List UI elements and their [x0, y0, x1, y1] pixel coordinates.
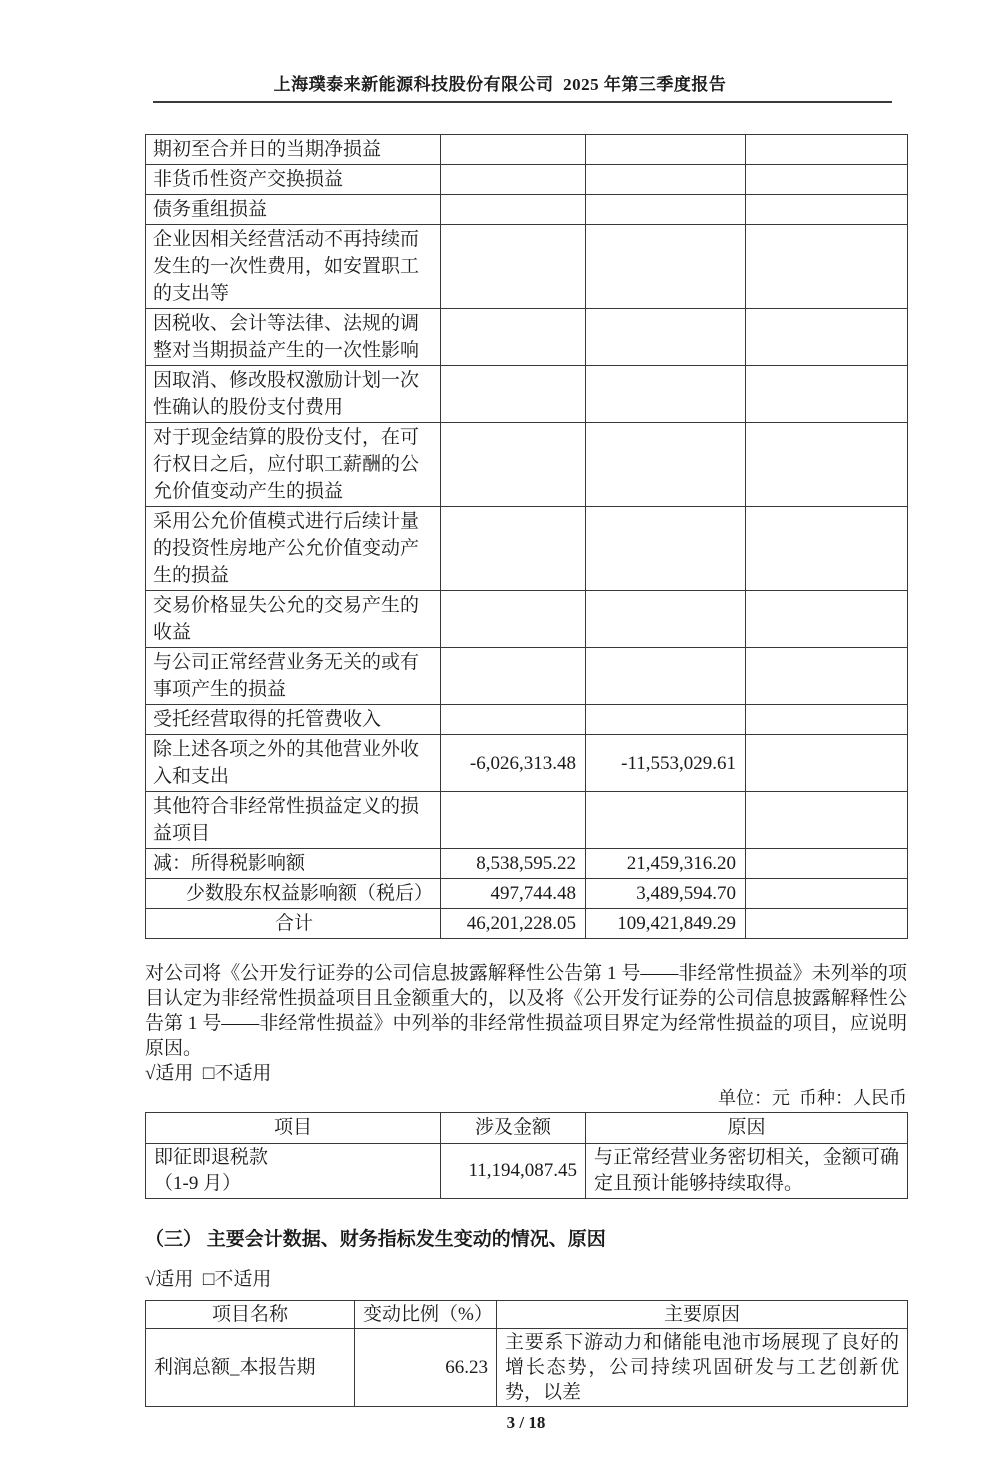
note-cell [746, 423, 908, 507]
row-label: 少数股东权益影响额（税后） [146, 879, 441, 909]
amount-cell [441, 309, 586, 366]
page-number: 3 / 18 [506, 1413, 546, 1432]
amount-cell [586, 309, 746, 366]
header-divider [153, 101, 892, 103]
amount-cell [586, 225, 746, 309]
table-header-row [146, 1113, 908, 1144]
table-row [146, 135, 908, 165]
table-row [146, 366, 908, 423]
non-recurring-items-table [145, 134, 908, 939]
amount-cell [441, 195, 586, 225]
tax-refund-table [145, 1112, 908, 1199]
reason-cell: 主要系下游动力和储能电池市场展现了良好的增长态势，公司持续巩固研发与工艺创新优势，以差 [497, 1329, 908, 1407]
table-row [146, 879, 908, 909]
amount-cell: -11,553,029.61 [586, 735, 746, 792]
row-label: 交易价格显失公允的交易产生的收益 [146, 591, 441, 648]
amount-cell [586, 507, 746, 591]
amount-cell [586, 165, 746, 195]
ratio-cell: 66.23 [355, 1329, 497, 1407]
table-row [146, 165, 908, 195]
column-header: 主要原因 [497, 1301, 908, 1329]
item-cell [146, 1144, 441, 1199]
amount-cell [441, 423, 586, 507]
explanation-paragraph: 对公司将《公开发行证券的公司信息披露解释性公告第 1 号——非经常性损益》未列举的项目认定为非经常性损益项目且金额重大的，以及将《公开发行证券的公司信息披露解释性公告第 1 号——非经常性损益》中列举的非经常性损益项目界定为经常性损益的项目，应说明原因。 [145, 963, 907, 1059]
row-label: 债务重组损益 [146, 195, 441, 225]
amount-cell [441, 225, 586, 309]
row-label: 因取消、修改股权激励计划一次性确认的股份支付费用 [146, 366, 441, 423]
column-header: 涉及金额 [441, 1113, 586, 1144]
table-row [146, 225, 908, 309]
amount-cell [586, 195, 746, 225]
item-cell: 利润总额_本报告期 [146, 1329, 355, 1407]
amount-cell: 21,459,316.20 [586, 849, 746, 879]
amount-cell: 497,744.48 [441, 879, 586, 909]
note-cell [746, 135, 908, 165]
amount-cell [441, 507, 586, 591]
amount-cell [586, 135, 746, 165]
row-label: 与公司正常经营业务无关的或有事项产生的损益 [146, 648, 441, 705]
row-label: 除上述各项之外的其他营业外收入和支出 [146, 735, 441, 792]
amount-cell [586, 792, 746, 849]
row-label: 合计 [146, 909, 441, 939]
table-row [146, 1144, 908, 1199]
row-label: 减：所得税影响额 [146, 849, 441, 879]
amount-cell [441, 648, 586, 705]
column-header: 项目 [146, 1113, 441, 1144]
amount-cell [441, 792, 586, 849]
row-label: 对于现金结算的股份支付，在可行权日之后，应付职工薪酬的公允价值变动产生的损益 [146, 423, 441, 507]
amount-cell: 46,201,228.05 [441, 909, 586, 939]
row-label: 因税收、会计等法律、法规的调整对当期损益产生的一次性影响 [146, 309, 441, 366]
unit-currency-note: 单位：元 币种：人民币 [718, 1088, 907, 1108]
note-cell [746, 909, 908, 939]
table-row [146, 648, 908, 705]
reason-cell: 与正常经营业务密切相关，金额可确定且预计能够持续取得。 [586, 1144, 908, 1199]
amount-cell [441, 591, 586, 648]
amount-cell [586, 423, 746, 507]
table-row [146, 507, 908, 591]
table-row [146, 591, 908, 648]
note-cell [746, 507, 908, 591]
amount-cell [586, 591, 746, 648]
table-row [146, 1329, 908, 1407]
row-label: 受托经营取得的托管费收入 [146, 705, 441, 735]
note-cell [746, 309, 908, 366]
row-label: 非货币性资产交换损益 [146, 165, 441, 195]
amount-cell [441, 366, 586, 423]
amount-cell [586, 648, 746, 705]
report-page [0, 70, 1000, 1484]
table-row [146, 423, 908, 507]
note-cell [746, 792, 908, 849]
applicability-line: √适用 □不适用 [145, 1063, 272, 1084]
table-row [146, 309, 908, 366]
table-row [146, 849, 908, 879]
amount-cell: 3,489,594.70 [586, 879, 746, 909]
item-line: （1-9 月） [154, 1173, 242, 1194]
amount-cell: 109,421,849.29 [586, 909, 746, 939]
table-header-row [146, 1301, 908, 1329]
note-cell [746, 225, 908, 309]
note-cell [746, 735, 908, 792]
amount-cell [586, 366, 746, 423]
note-cell [746, 366, 908, 423]
column-header: 原因 [586, 1113, 908, 1144]
column-header: 变动比例（%） [355, 1301, 497, 1329]
amount-cell [441, 135, 586, 165]
table-row [146, 735, 908, 792]
table-row [146, 195, 908, 225]
amount-cell [586, 705, 746, 735]
amount-cell: 11,194,087.45 [441, 1144, 586, 1199]
amount-cell: 8,538,595.22 [441, 849, 586, 879]
row-label: 采用公允价值模式进行后续计量的投资性房地产公允价值变动产生的损益 [146, 507, 441, 591]
note-cell [746, 195, 908, 225]
note-cell [746, 705, 908, 735]
amount-cell: -6,026,313.48 [441, 735, 586, 792]
row-label: 期初至合并日的当期净损益 [146, 135, 441, 165]
amount-cell [441, 705, 586, 735]
column-header: 项目名称 [146, 1301, 355, 1329]
section-heading: （三） 主要会计数据、财务指标发生变动的情况、原因 [145, 1229, 606, 1250]
note-cell [746, 879, 908, 909]
page-content [145, 134, 907, 1433]
indicator-change-table [145, 1300, 908, 1407]
note-cell [746, 648, 908, 705]
report-header-title: 上海璞泰来新能源科技股份有限公司 2025 年第三季度报告 [273, 75, 727, 94]
table-row-total [146, 909, 908, 939]
applicability-line: √适用 □不适用 [145, 1269, 272, 1290]
item-line: 即征即退税款 [154, 1147, 269, 1168]
table-row [146, 792, 908, 849]
note-cell [746, 165, 908, 195]
note-cell [746, 591, 908, 648]
row-label: 企业因相关经营活动不再持续而发生的一次性费用，如安置职工的支出等 [146, 225, 441, 309]
table-row [146, 705, 908, 735]
row-label: 其他符合非经常性损益定义的损益项目 [146, 792, 441, 849]
amount-cell [441, 165, 586, 195]
note-cell [746, 849, 908, 879]
